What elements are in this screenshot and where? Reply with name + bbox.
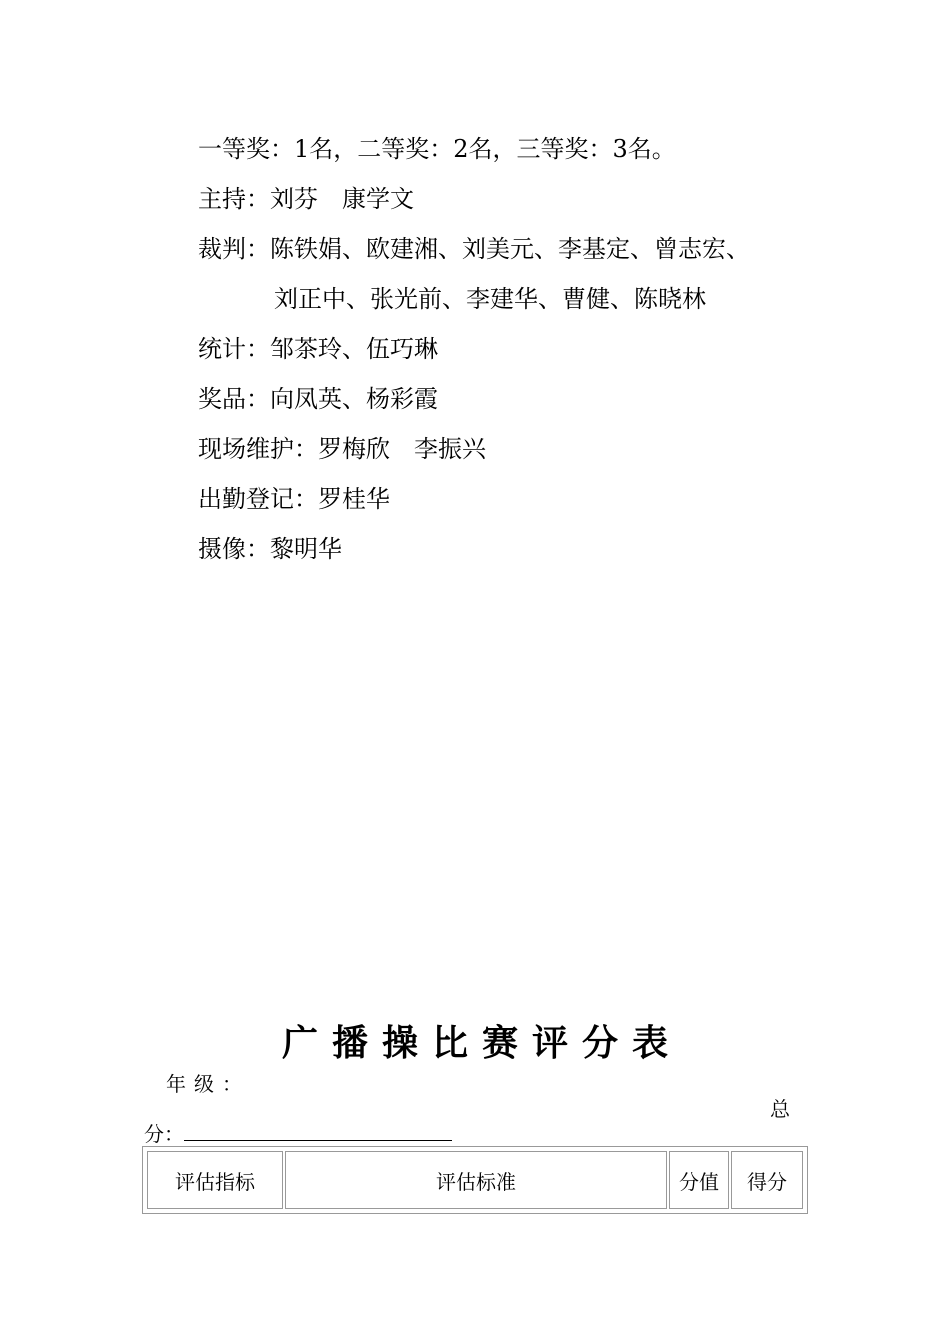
site-maintenance-line: 现场维护：罗梅欣 李振兴 — [198, 435, 486, 463]
judges-line-continued: 刘正中、张光前、李建华、曹健、陈晓林 — [274, 285, 706, 313]
header-score-value: 分值 — [669, 1151, 729, 1209]
judges-line: 裁判：陈铁娟、欧建湘、刘美元、李基定、曾志宏、 — [198, 235, 750, 263]
statistics-line: 统计：邹茶玲、伍巧琳 — [198, 335, 438, 363]
header-score-obtained: 得分 — [731, 1151, 803, 1209]
attendance-line: 出勤登记：罗桂华 — [198, 485, 390, 513]
header-criteria: 评估标准 — [285, 1151, 667, 1209]
total-field — [144, 1120, 452, 1148]
score-table-grid — [145, 1149, 805, 1211]
host-line: 主持：刘芬 康学文 — [198, 185, 414, 213]
form-title: 广播操比赛评分表 — [281, 1023, 682, 1064]
prizes-staff-line: 奖品：向凤英、杨彩霞 — [198, 385, 438, 413]
total-label-part1: 总 — [770, 1097, 790, 1121]
grade-label: 年级： — [166, 1072, 250, 1096]
header-indicator: 评估指标 — [147, 1151, 283, 1209]
total-blank-line — [184, 1120, 452, 1141]
camera-line: 摄像：黎明华 — [198, 535, 342, 563]
prize-line: 一等奖：1名，二等奖：2名，三等奖：3名。 — [198, 135, 676, 163]
score-table — [142, 1146, 808, 1214]
total-label-part2: 分： — [144, 1122, 184, 1146]
table-header-row — [147, 1151, 803, 1209]
